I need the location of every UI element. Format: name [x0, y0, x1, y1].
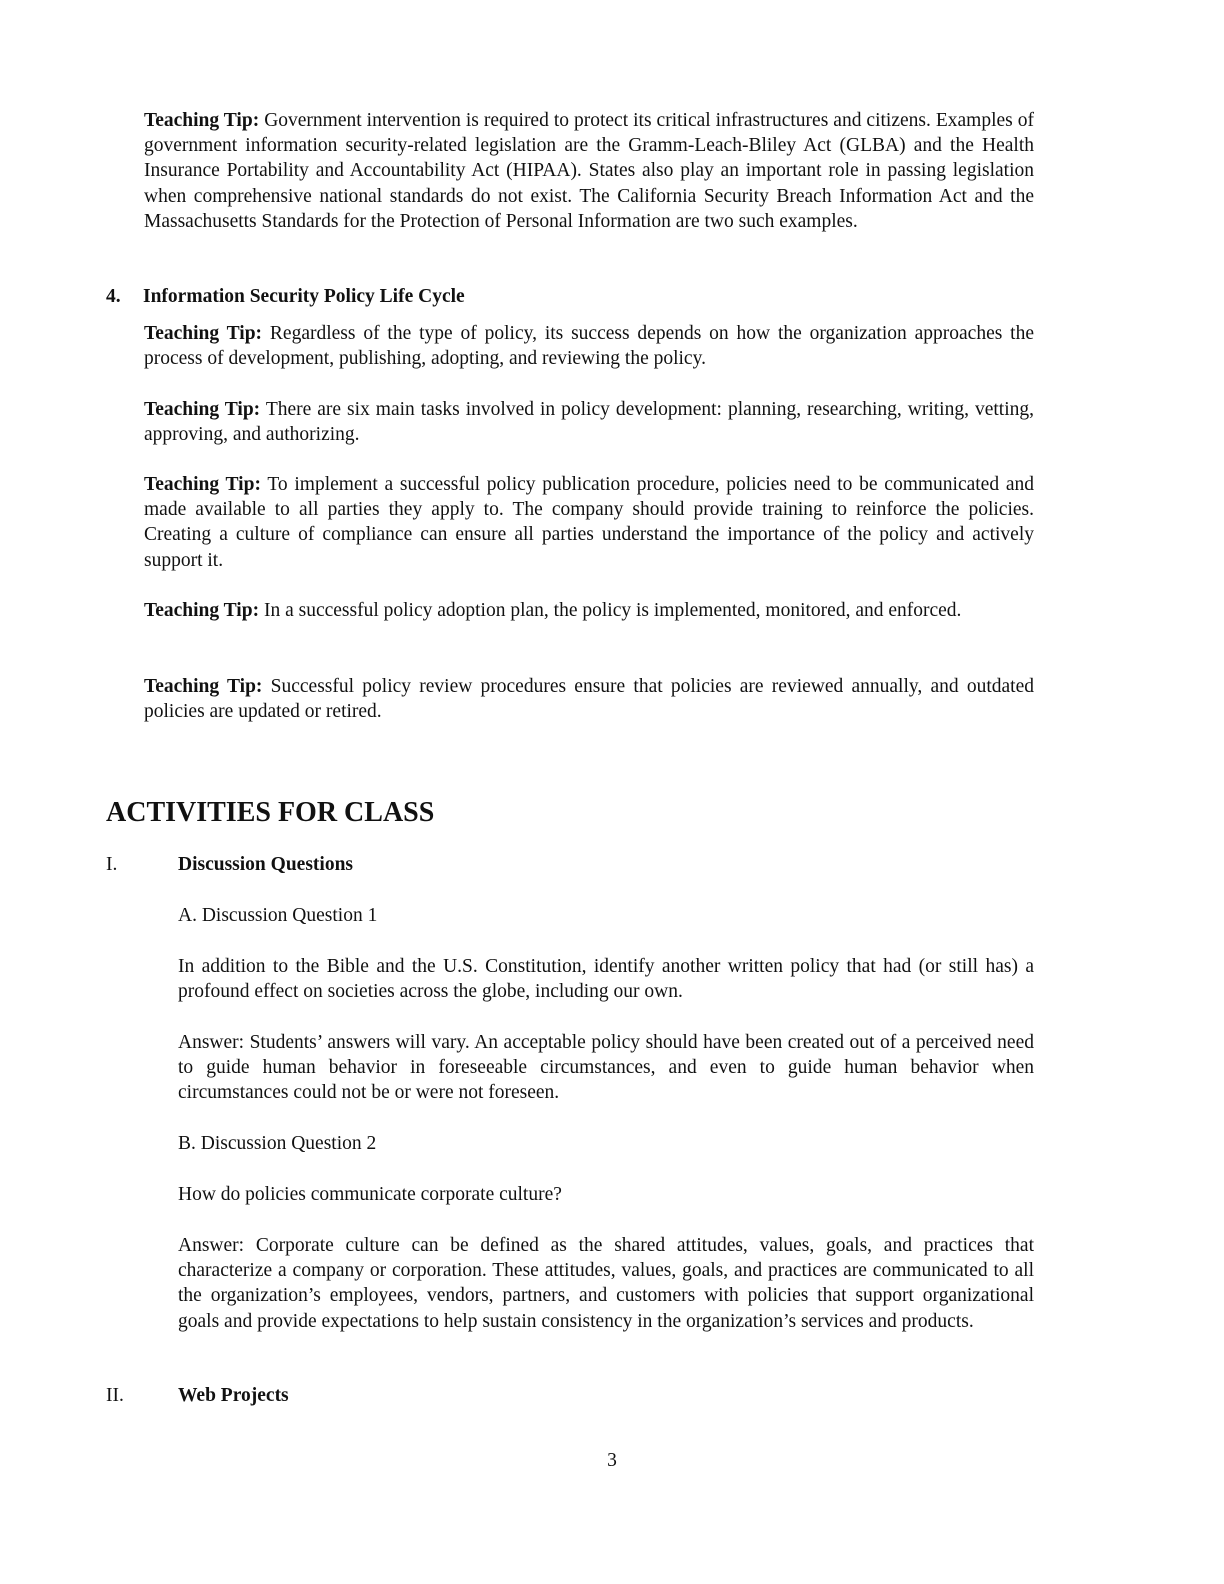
teaching-tip-text: In a successful policy adoption plan, the policy is implemented, monitored, and enforced.: [263, 600, 962, 621]
teaching-tip-text: Government intervention is required to protect its critical infrastructures and citizens. Examples of government information security-related legislation are the Gramm-Leach-Bliley Act (GLBA) and the Health Insurance Portability and Accountability Act (HIPAA). States also play an important role in passing legislation when comprehensive national standards do not exist. The California Security Breach Information Act and the Massachusetts Standards for the Protection of Personal Information are two such examples.: [144, 110, 1034, 232]
question-text: How do policies communicate corporate culture?: [178, 1184, 562, 1205]
teaching-tip-intro: [144, 108, 1034, 234]
answer-text: Answer: Students’ answers will vary. An acceptable policy should have been created out of a perceived need to guide human behavior in foreseeable circumstances, and even to guide human behavior when circumstances could not be or were not foreseen.: [178, 1032, 1034, 1104]
teaching-tip: [144, 472, 1034, 573]
section-title: Discussion Questions: [178, 854, 354, 875]
question-label: A. Discussion Question 1: [178, 905, 378, 926]
teaching-tip: [144, 598, 1034, 623]
teaching-tip-label: Teaching Tip:: [144, 676, 263, 697]
section-number: 4.: [106, 286, 121, 307]
teaching-tip-text: There are six main tasks involved in policy development: planning, researching, writing, vetting, approving, and authorizing.: [144, 399, 1034, 446]
question-text: In addition to the Bible and the U.S. Constitution, identify another written policy that had (or still has) a profound effect on societies across the globe, including our own.: [178, 956, 1034, 1003]
section-roman-numeral: II.: [106, 1385, 124, 1406]
activities-heading: ACTIVITIES FOR CLASS: [106, 797, 435, 828]
section-title: Information Security Policy Life Cycle: [143, 286, 465, 307]
answer-text: Answer: Corporate culture can be defined as the shared attitudes, values, goals, and practices that characterize a company or corporation. These attitudes, values, goals, and practices are communicated to all the organization’s employees, vendors, partners, and customers with policies that support organizational goals and provide expectations to help sustain consistency in the organization’s services and products.: [178, 1235, 1034, 1332]
section-heading: [106, 1383, 289, 1408]
section-title: Web Projects: [178, 1385, 289, 1406]
teaching-tip-label: Teaching Tip:: [144, 110, 260, 131]
teaching-tip: [144, 674, 1034, 724]
teaching-tip-text: Successful policy review procedures ensure that policies are reviewed annually, and outdated policies are updated or retired.: [144, 676, 1034, 723]
teaching-tip-label: Teaching Tip:: [144, 399, 261, 420]
teaching-tip-text: Regardless of the type of policy, its success depends on how the organization approaches the process of development, publishing, adopting, and reviewing the policy.: [144, 323, 1034, 370]
page-number: 3: [607, 1450, 617, 1471]
section-heading: [106, 284, 465, 309]
teaching-tip-text: To implement a successful policy publication procedure, policies need to be communicated and made available to all parties they apply to. The company should provide training to reinforce the policies. Creating a culture of compliance can ensure all parties understand the importance of the policy and actively support it.: [144, 474, 1034, 571]
section-heading: [106, 852, 353, 877]
question-label: B. Discussion Question 2: [178, 1133, 377, 1154]
section-roman-numeral: I.: [106, 854, 118, 875]
teaching-tip-label: Teaching Tip:: [144, 600, 260, 621]
teaching-tip-label: Teaching Tip:: [144, 474, 261, 495]
teaching-tip: [144, 321, 1034, 371]
teaching-tip-label: Teaching Tip:: [144, 323, 263, 344]
teaching-tip: [144, 397, 1034, 447]
